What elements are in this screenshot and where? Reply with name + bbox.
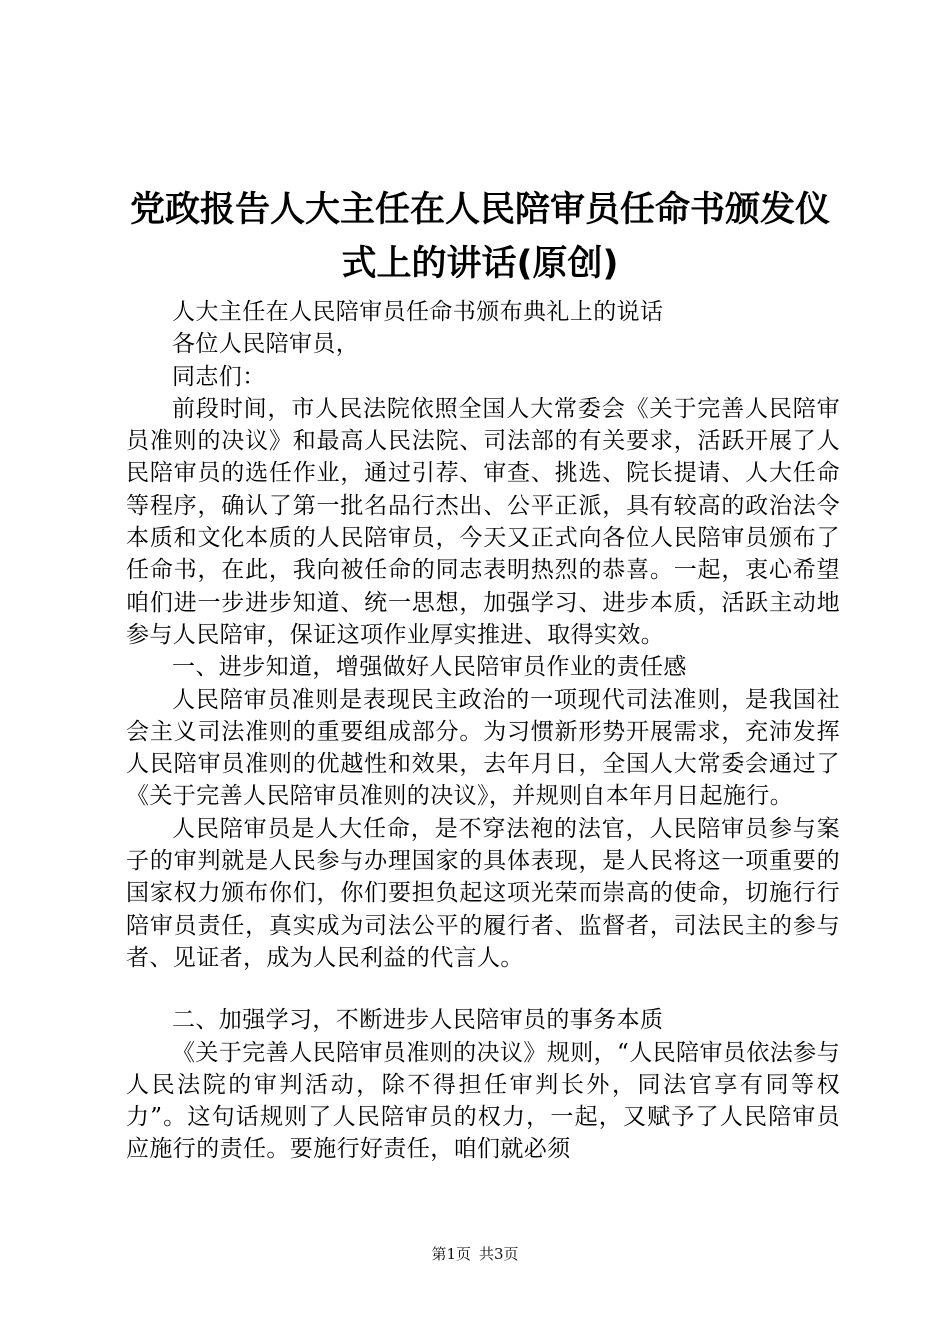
section-heading-2: 二、加强学习，不断进步人民陪审员的事务本质: [172, 1007, 664, 1034]
section-heading-1: 一、进步知道，增强做好人民陪审员作业的责任感: [172, 654, 687, 681]
paragraph-section1-a: 人民陪审员准则是表现民主政治的一项现代司法准则，是我国社会主义司法准则的重要组成部分。为习惯新形势开展需求，充沛发挥人民陪审员准则的优越性和效果，去年月日，全国人大常委会通过了《关于完善人民陪审员准则的决议》，并规则自本年月日起施行。: [126, 686, 840, 810]
salutation-1: 各位人民陪审员，: [172, 331, 360, 358]
page-footer: [0, 1244, 950, 1264]
document-title-line-2: 式上的讲话(原创): [341, 244, 619, 284]
paragraph-intro: 前段时间，市人民法院依照全国人大常委会《关于完善人民陪审员准则的决议》和最高人民法院、司法部的有关要求，活跃开展了人民陪审员的选任作业，通过引荐、审查、挑选、院长提请、人大任命等程序，确认了第一批名品行杰出、公平正派，具有较高的政治法令本质和文化本质的人民陪审员，今天又正式向各位人民陪审员颁布了任命书，在此，我向被任命的同志表明热烈的恭喜。一起，衷心希望咱们进一步进步知道、统一思想，加强学习、进步本质，活跃主动地参与人民陪审，保证这项作业厚实推进、取得实效。: [126, 395, 840, 648]
paragraph-section1-b: 人民陪审员是人大任命，是不穿法袍的法官，人民陪审员参与案子的审判就是人民参与办理国家的具体表现，是人民将这一项重要的国家权力颁布你们，你们要担负起这项光荣而崇高的使命，切施行行陪审员责任，真实成为司法公平的履行者、监督者，司法民主的参与者、见证者，成为人民利益的代言人。: [126, 815, 840, 971]
paragraph-gap: [126, 974, 840, 1004]
page-total: 共3页: [479, 1245, 519, 1263]
salutation-2: 同志们：: [172, 363, 266, 390]
speech-subtitle: 人大主任在人民陪审员任命书颁布典礼上的说话: [172, 299, 664, 325]
document-title-line-1: 党政报告人大主任在人民陪审员任命书颁发仪: [129, 190, 830, 230]
paragraph-section2-a: 《关于完善人民陪审员准则的决议》规则，“人民陪审员依法参与人民法院的审判活动，除不得担任审判长外，同法官享有同等权力”。这句话规则了人民陪审员的权力，一起，又赋予了人民陪审员应施行的责任。要施行好责任，咱们就必须: [126, 1039, 840, 1163]
document-body: [126, 296, 840, 1166]
page-number: 第1页: [431, 1245, 471, 1263]
